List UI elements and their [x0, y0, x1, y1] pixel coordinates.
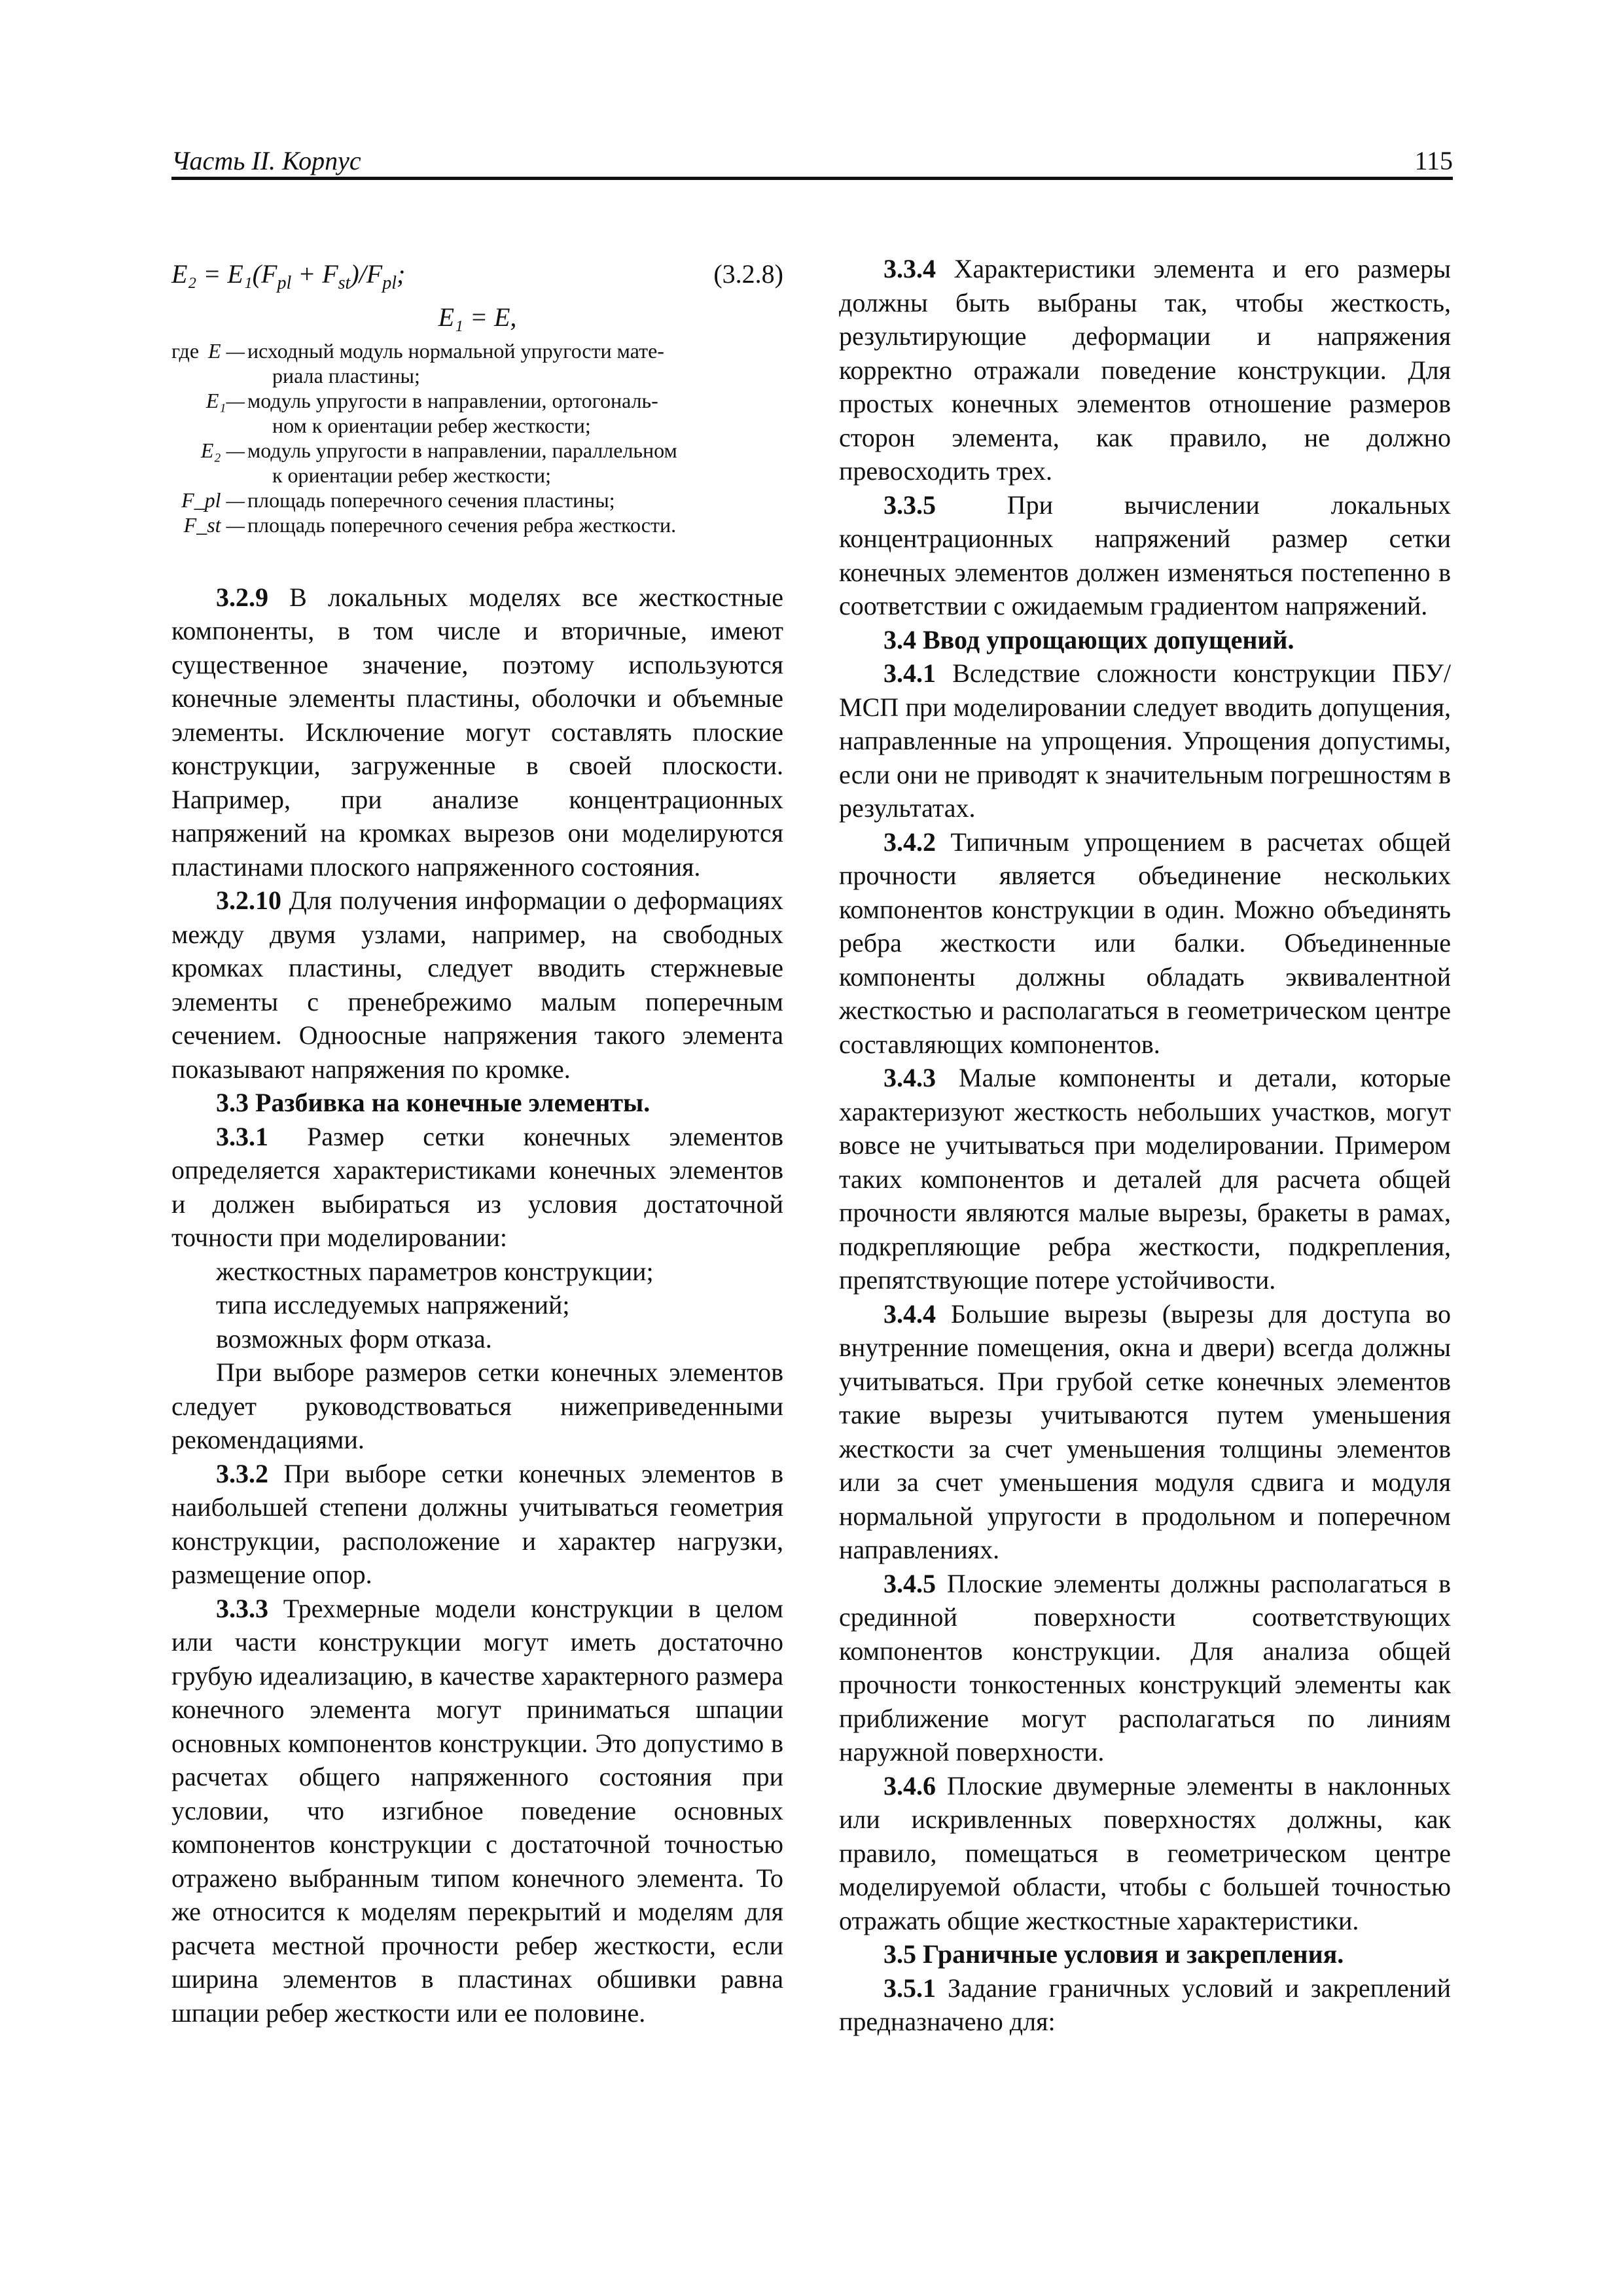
header-rule [171, 177, 1453, 180]
paragraph-3-2-10: 3.2.10 Для получения информации о деформациях между двумя узлами, например, на свободных кромках пластины, следует вводить стержневые элементы с пренебрежимо малым поперечным сечением. Одноосные напряжения такого элемента показывают напряжения по кромке. [171, 886, 783, 1084]
symbol-definitions [171, 338, 783, 581]
heading-3-4: 3.4 Ввод упрощающих допущений. [883, 624, 1294, 655]
def-symbol: E — [208, 338, 245, 363]
paragraph-choice: При выборе размеров сетки конечных элементов следует руководствоваться нижеприведенными рекомендациями. [171, 1357, 783, 1454]
where-word: где [171, 338, 200, 363]
heading-3-5: 3.5 Граничные условия и закрепления. [883, 1939, 1344, 1969]
def-symbol: E₁— [205, 388, 245, 412]
formula-e1: E₁ = E, [438, 302, 517, 332]
paragraph-3-4-6: 3.4.6 Плоские двумерные элементы в наклонных или искривленных поверхностях должны, как правило, помещаться в геометрическом центре моделируемой области, чтобы с большей точностью отражать общие жесткостные характеристики. [839, 1770, 1451, 1935]
heading-3-3: 3.3 Разбивка на конечные элементы. [216, 1088, 651, 1117]
paragraph-3-2-9: 3.2.9 В локальных моделях все жесткостные компоненты, в том числе и вторичные, имеют существенное значение, поэтому используются конечные элементы пластины, оболочки и объемные элементы. Исключение могут составлять плоские конструкции, загруженные в своей плоскости. Например, при анализе концентрационных напряжений на кромках вырезов они моделируются пластинами плоского напряженного состояния. [171, 582, 783, 882]
paragraph-3-4-2: 3.4.2 Типичным упрощением в расчетах общей прочности является объединение нескольких компонентов конструкции в один. Можно объединять ребра жесткости или балки. Объединенные компоненты должны обладать эквивалентной жесткостью и располагаться в геометрическом центре составляющих компонентов. [839, 827, 1451, 1059]
list-item: возможных форм отказа. [216, 1323, 492, 1354]
left-column [171, 252, 783, 2030]
paragraph-3-3-3: 3.3.3 Трехмерные модели конструкции в целом или части конструкции могут иметь достаточно грубую идеализацию, в качестве характерного размера конечного элемента могут приниматься шпации основных компонентов конструкции. Это допустимо в расчетах общего напряженного состояния при условии, что изгибное поведение основных компонентов конструкции с достаточной точностью отражено выбранным типом конечного элемента. То же относится к моделям перекрытий и моделям для расчета местной прочности ребер жесткости, если ширина элементов в пластинах обшивки равна шпации ребер жесткости или ее половине. [171, 1593, 783, 2028]
running-title: Часть II. Корпус [171, 146, 361, 175]
def-text: площадь поперечного сечения ребра жесткости. [247, 512, 677, 537]
def-symbol: F_pl — [181, 488, 245, 512]
page-number: 115 [1414, 146, 1453, 175]
def-symbol: E₂ — [200, 438, 245, 462]
paragraph-3-3-4: 3.3.4 Характеристики элемента и его размеры должны быть выбраны так, чтобы жесткость, результирующие деформации и напряжения корректно отражали поведение конструкции. Для простых конечных элементов отношение размеров сторон элемента, как правило, не должно превосходить трех. [839, 254, 1451, 486]
paragraph-3-4-5: 3.4.5 Плоские элементы должны располагаться в срединной поверхности соответствующих компонентов конструкции. Для анализа общей прочности тонкостенных конструкций элементы как приближение могут располагаться по линиям наружной поверхности. [839, 1568, 1451, 1767]
def-symbol: F_st — [183, 512, 245, 537]
list-item: типа исследуемых напряжений; [216, 1290, 570, 1319]
paragraph-3-4-3: 3.4.3 Малые компоненты и детали, которые характеризуют жесткость небольших участков, могут вовсе не учитываться при моделировании. Примером таких компонентов и деталей для расчета общей прочности являются малые вырезы, бракеты в рамах, подкрепляющие ребра жесткости, подкрепления, препятствующие потере устойчивости. [839, 1063, 1451, 1295]
formula-expression: $E_2 = E_1(F_{pl} + F_{st})/F_{pl}$; [171, 259, 406, 293]
paragraph-3-4-1: 3.4.1 Вследствие сложности конструкции ПБУ/МСП при моделировании следует вводить допущения, направленные на упрощения. Упрощения допустимы, если они не приводят к значительным погрешностям в результатах. [839, 658, 1451, 823]
def-text: площадь поперечного сечения пластины; [247, 488, 615, 512]
paragraph-3-3-2: 3.3.2 При выборе сетки конечных элементов в наибольшей степени должны учитываться геометрия конструкции, расположение и характер нагрузки, размещение опор. [171, 1458, 783, 1589]
paragraph-3-3-5: 3.3.5 При вычислении локальных концентрационных напряжений размер сетки конечных элементов должен изменяться постепенно в соответствии с ожидаемым градиентом напряжений. [839, 490, 1451, 620]
paragraph-3-4-4: 3.4.4 Большие вырезы (вырезы для доступа во внутренние помещения, окна и двери) всегда должны учитываться. При грубой сетке конечных элементов такие вырезы учитываются путем уменьшения жесткости за счет уменьшения толщины элементов или за счет уменьшения модуля сдвига и модуля нормальной упругости в продольном и поперечном направлениях. [839, 1299, 1451, 1564]
paragraph-3-5-1: 3.5.1 Задание граничных условий и закреплений предназначено для: [839, 1973, 1451, 2036]
formula-3-2-8 [171, 257, 783, 291]
equation-number: (3.2.8) [713, 259, 783, 289]
def-text: модуль упругости в направлении, ортогональ- ном к ориентации ребер жесткости; [247, 388, 658, 437]
paragraph-3-3-1: 3.3.1 Размер сетки конечных элементов определяется характеристиками конечных элементов и должен выбираться из условия достаточной точности при моделировании: [171, 1121, 783, 1252]
list-item: жесткостных параметров конструкции; [216, 1256, 654, 1286]
def-text: исходный модуль нормальной упругости мате- риала пластины; [247, 338, 664, 387]
page-header [171, 145, 1453, 178]
def-text: модуль упругости в направлении, параллельном к ориентации ребер жесткости; [247, 438, 677, 487]
right-column [839, 252, 1451, 2039]
